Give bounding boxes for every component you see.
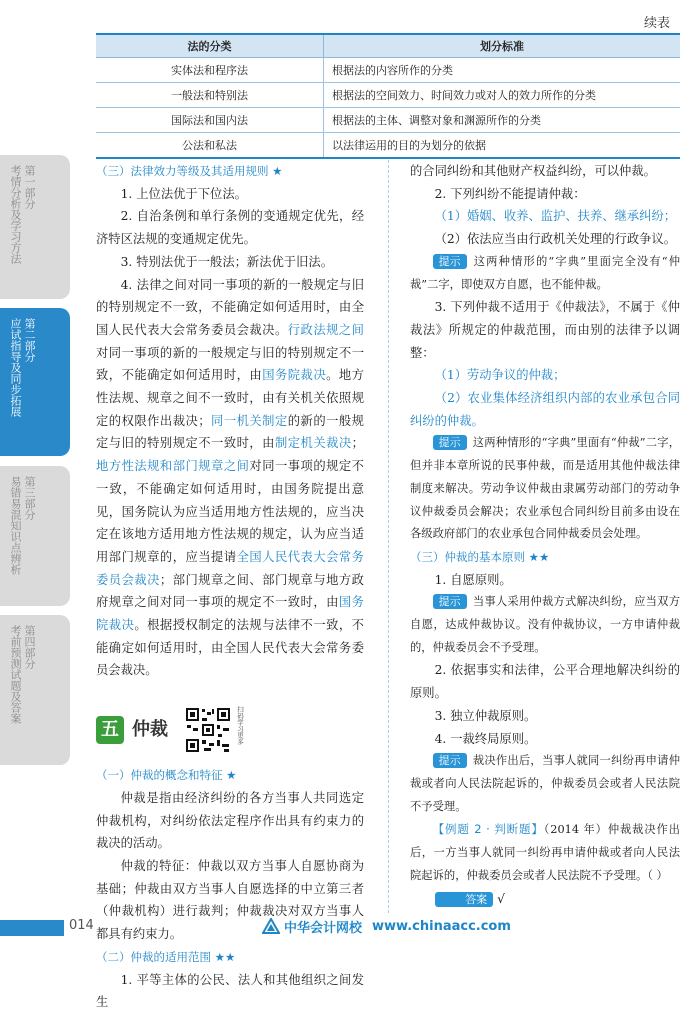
section-heading: （三）仲裁的基本原则 ★★ xyxy=(410,549,550,564)
table-row xyxy=(96,83,680,108)
answer-badge: 答案 xyxy=(435,892,494,907)
list-item: （2）依法应当由行政机关处理的行政争议。 xyxy=(434,232,677,247)
paragraph: 1. 上位法优于下位法。 xyxy=(120,186,247,201)
highlight-text: 国务院裁决 xyxy=(96,595,364,633)
answer-value: √ xyxy=(497,891,505,906)
section-header xyxy=(96,700,364,760)
table-cell: 根据法的空间效力、时间效力或对人的效力所作的分类 xyxy=(324,83,681,108)
example-question: 【例题 2 · 判断题】（2014 年）仲裁裁决作出后，一方当事人就同一纠纷再申请仲裁或者向人民法院起诉的，仲裁委员会或者人民法院不予受理。（ ） xyxy=(410,822,680,882)
list-item: （2）农业集体经济组织内部的农业承包合同纠纷的仲裁。 xyxy=(410,391,680,428)
highlight-text: 地方性法规和部门规章之间 xyxy=(96,459,250,474)
footer-bar xyxy=(0,920,64,936)
tip-note: 提示 当事人采用仲裁方式解决纠纷，应当双方自愿，达成仲裁协议。没有仲裁协议，一方申请仲裁的，仲裁委员会不予受理。 xyxy=(410,595,680,654)
tip-badge: 提示 xyxy=(433,435,467,450)
example-label: 【例题 2 · 判断题】 xyxy=(432,822,544,837)
sidebar-tab-part-3[interactable] xyxy=(0,466,70,606)
classification-table xyxy=(96,33,680,159)
table-cell: 国际法和国内法 xyxy=(96,108,324,133)
page-number: 014 xyxy=(69,918,94,933)
highlight-text: 制定机关裁决 xyxy=(274,436,352,451)
tab-title: 考前预测试题及答案 xyxy=(9,625,22,724)
qr-caption: 扫码学习更多 xyxy=(236,706,244,746)
column-divider xyxy=(388,160,389,913)
section-heading: （一）仲裁的概念和特征 ★ xyxy=(96,768,237,783)
section-heading: （二）仲裁的适用范围 ★★ xyxy=(96,949,236,964)
table-cell: 根据法的内容所作的分类 xyxy=(324,58,681,83)
sidebar-tab-part-2[interactable] xyxy=(0,308,70,456)
tip-badge: 提示 xyxy=(433,753,467,768)
table-header: 划分标准 xyxy=(324,34,681,58)
sidebar-tab-part-1[interactable] xyxy=(0,155,70,299)
footer-brand xyxy=(262,917,511,936)
paragraph: 1. 自愿原则。 xyxy=(434,572,512,587)
answer-line xyxy=(410,888,680,911)
tab-part-label: 第三部分 xyxy=(23,476,36,520)
paragraph: 2. 下列纠纷不能提请仲裁： xyxy=(434,186,586,201)
paragraph: 2. 依据事实和法律，公平合理地解决纠纷的原则。 xyxy=(410,663,680,701)
table-header: 法的分类 xyxy=(96,34,324,58)
right-column xyxy=(410,160,680,910)
highlight-text: 全国人民代表大会常务委员会裁决 xyxy=(96,549,364,587)
section-title: 仲裁 xyxy=(132,718,168,740)
tip-badge: 提示 xyxy=(433,254,467,269)
table-cell: 以法律运用的目的为划分的依据 xyxy=(324,133,681,159)
left-column xyxy=(96,160,364,1014)
section-heading: （三）法律效力等级及其适用规则 ★ xyxy=(96,164,283,178)
table-row xyxy=(96,58,680,83)
paragraph: 1. 平等主体的公民、法人和其他组织之间发生 xyxy=(96,972,364,1010)
paragraph: 3. 下列仲裁不适用于《仲裁法》，不属于《仲裁法》所规定的仲裁范围，而由别的法律予以调整： xyxy=(410,300,680,360)
paragraph: 4. 法律之间对同一事项的新的一般规定与旧的特别规定不一致，不能确定如何适用时，由全国人民代表大会常务委员会裁决。行政法规之间对同一事项的新的一般规定与旧的特别规定不一致，不能确定如何适用时，由国务院裁决。地方性法规、规章之间不一致时，由有关机关依照规定的权限作出裁决；同一机关制定的新的一般规定与旧的特别规定不一致时，由制定机关裁决；地方性法规和部门规章之间对同一事项的规定不一致，不能确定如何适用时，由国务院提出意见，国务院认为应当适用地方性法规的，应当决定在该地方适用地方性法规的规定，认为应当适用部门规章的，应当提请全国人民代表大会常务委员会裁决；部门规章之间、部门规章与地方政府规章之间对同一事项的规定不一致时，由国务院裁决。根据授权制定的法规与法律不一致，不能确定如何适用时，由全国人民代表大会常务委员会裁决。 xyxy=(96,277,364,678)
tab-part-label: 第四部分 xyxy=(23,625,36,669)
table-cell: 公法和私法 xyxy=(96,133,324,159)
tab-part-label: 第一部分 xyxy=(23,165,36,209)
tab-title: 应试指导及同步拓展 xyxy=(9,318,22,417)
tip-badge: 提示 xyxy=(433,594,467,609)
sidebar-tab-part-4[interactable] xyxy=(0,615,70,765)
tip-note: 提示 这两种情形的“字典”里面有“仲裁”二字，但并非本章所说的民事仲裁，而是适用其他仲裁法律制度来解决。劳动争议仲裁由隶属劳动部门的劳动争议仲裁委员会解决；农业承包合同纠纷目前多由设在各级政府部门的农业承包合同仲裁委员会处理。 xyxy=(410,436,680,541)
list-item: （1）劳动争议的仲裁； xyxy=(434,368,566,383)
list-item: （1）婚姻、收养、监护、扶养、继承纠纷； xyxy=(434,209,677,224)
brand-name: 中华会计网校 xyxy=(284,921,363,936)
tab-part-label: 第二部分 xyxy=(23,318,36,362)
paragraph: 4. 一裁终局原则。 xyxy=(434,731,537,746)
brand-logo-icon xyxy=(262,918,280,936)
tip-note: 提示 这两种情形的“字典”里面完全没有“仲裁”二字，即使双方自愿，也不能仲裁。 xyxy=(410,254,680,291)
paragraph: 3. 独立仲裁原则。 xyxy=(434,708,537,723)
paragraph: 3. 特别法优于一般法；新法优于旧法。 xyxy=(120,254,333,269)
tip-note: 提示 裁决作出后，当事人就同一纠纷再申请仲裁或者向人民法院起诉的，仲裁委员会或者人民法院不予受理。 xyxy=(410,754,680,813)
brand-url[interactable]: www.chinaacc.com xyxy=(372,919,511,934)
qr-code-icon[interactable] xyxy=(184,706,232,754)
continued-label: 续表 xyxy=(643,16,670,31)
paragraph: 仲裁是指由经济纠纷的各方当事人共同选定仲裁机构，对纠纷依法定程序作出具有约束力的裁决的活动。 xyxy=(96,790,364,851)
tab-title: 易错易混知识点辨析 xyxy=(9,476,22,575)
paragraph: 2. 自治条例和单行条例的变通规定优先，经济特区法规的变通规定优先。 xyxy=(96,209,364,247)
table-cell: 根据法的主体、调整对象和渊源所作的分类 xyxy=(324,108,681,133)
table-row xyxy=(96,133,680,159)
table-row xyxy=(96,108,680,133)
table-cell: 实体法和程序法 xyxy=(96,58,324,83)
paragraph: 仲裁的特征：仲裁以双方当事人自愿协商为基础；仲裁由双方当事人自愿选择的中立第三者（仲裁机构）进行裁判；仲裁裁决对双方当事人都具有约束力。 xyxy=(96,858,364,942)
section-number: 五 xyxy=(96,716,124,744)
table-cell: 一般法和特别法 xyxy=(96,83,324,108)
tab-title: 考情分析及学习方法 xyxy=(9,165,22,264)
highlight-text: 行政法规之间 xyxy=(287,322,364,337)
paragraph: 的合同纠纷和其他财产权益纠纷，可以仲裁。 xyxy=(410,164,656,178)
highlight-text: 国务院裁决 xyxy=(262,368,327,383)
highlight-text: 同一机关制定 xyxy=(210,413,288,428)
